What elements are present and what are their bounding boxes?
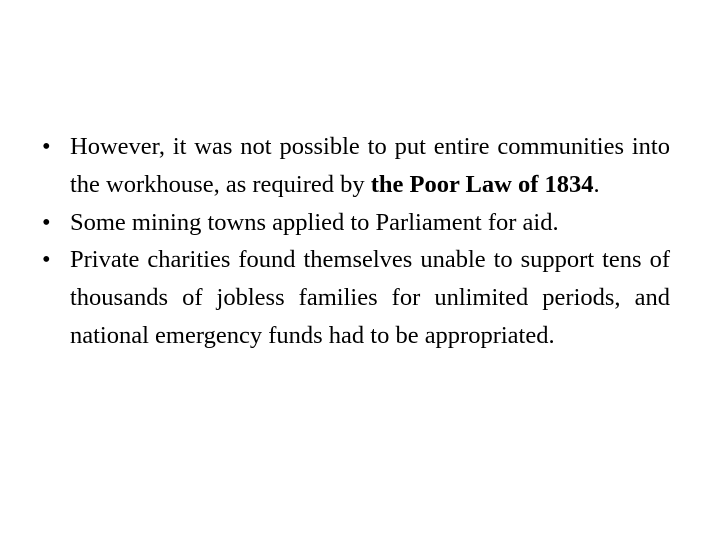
bullet-list — [42, 128, 670, 355]
poor-law-emphasis: the Poor Law of 1834 — [370, 170, 594, 198]
bullet-icon: • — [42, 208, 51, 236]
bullet-text: Some mining towns applied to Parliament for aid. — [70, 208, 559, 236]
bullet-icon: • — [42, 133, 51, 160]
bullet-icon: • — [42, 246, 51, 274]
bullet-item-mining-towns — [42, 204, 670, 242]
bullet-item-private-charities — [42, 241, 670, 354]
bullet-text-end: . — [593, 170, 600, 198]
bullet-item-poor-law — [42, 128, 670, 204]
bullet-text: However, it was not possible to put entire communities into the workhouse, as required by — [70, 133, 670, 198]
bullet-text: Private charities found themselves unable to support tens of thousands of jobless families for unlimited periods, and national emergency funds had to be appropriated. — [70, 246, 670, 349]
